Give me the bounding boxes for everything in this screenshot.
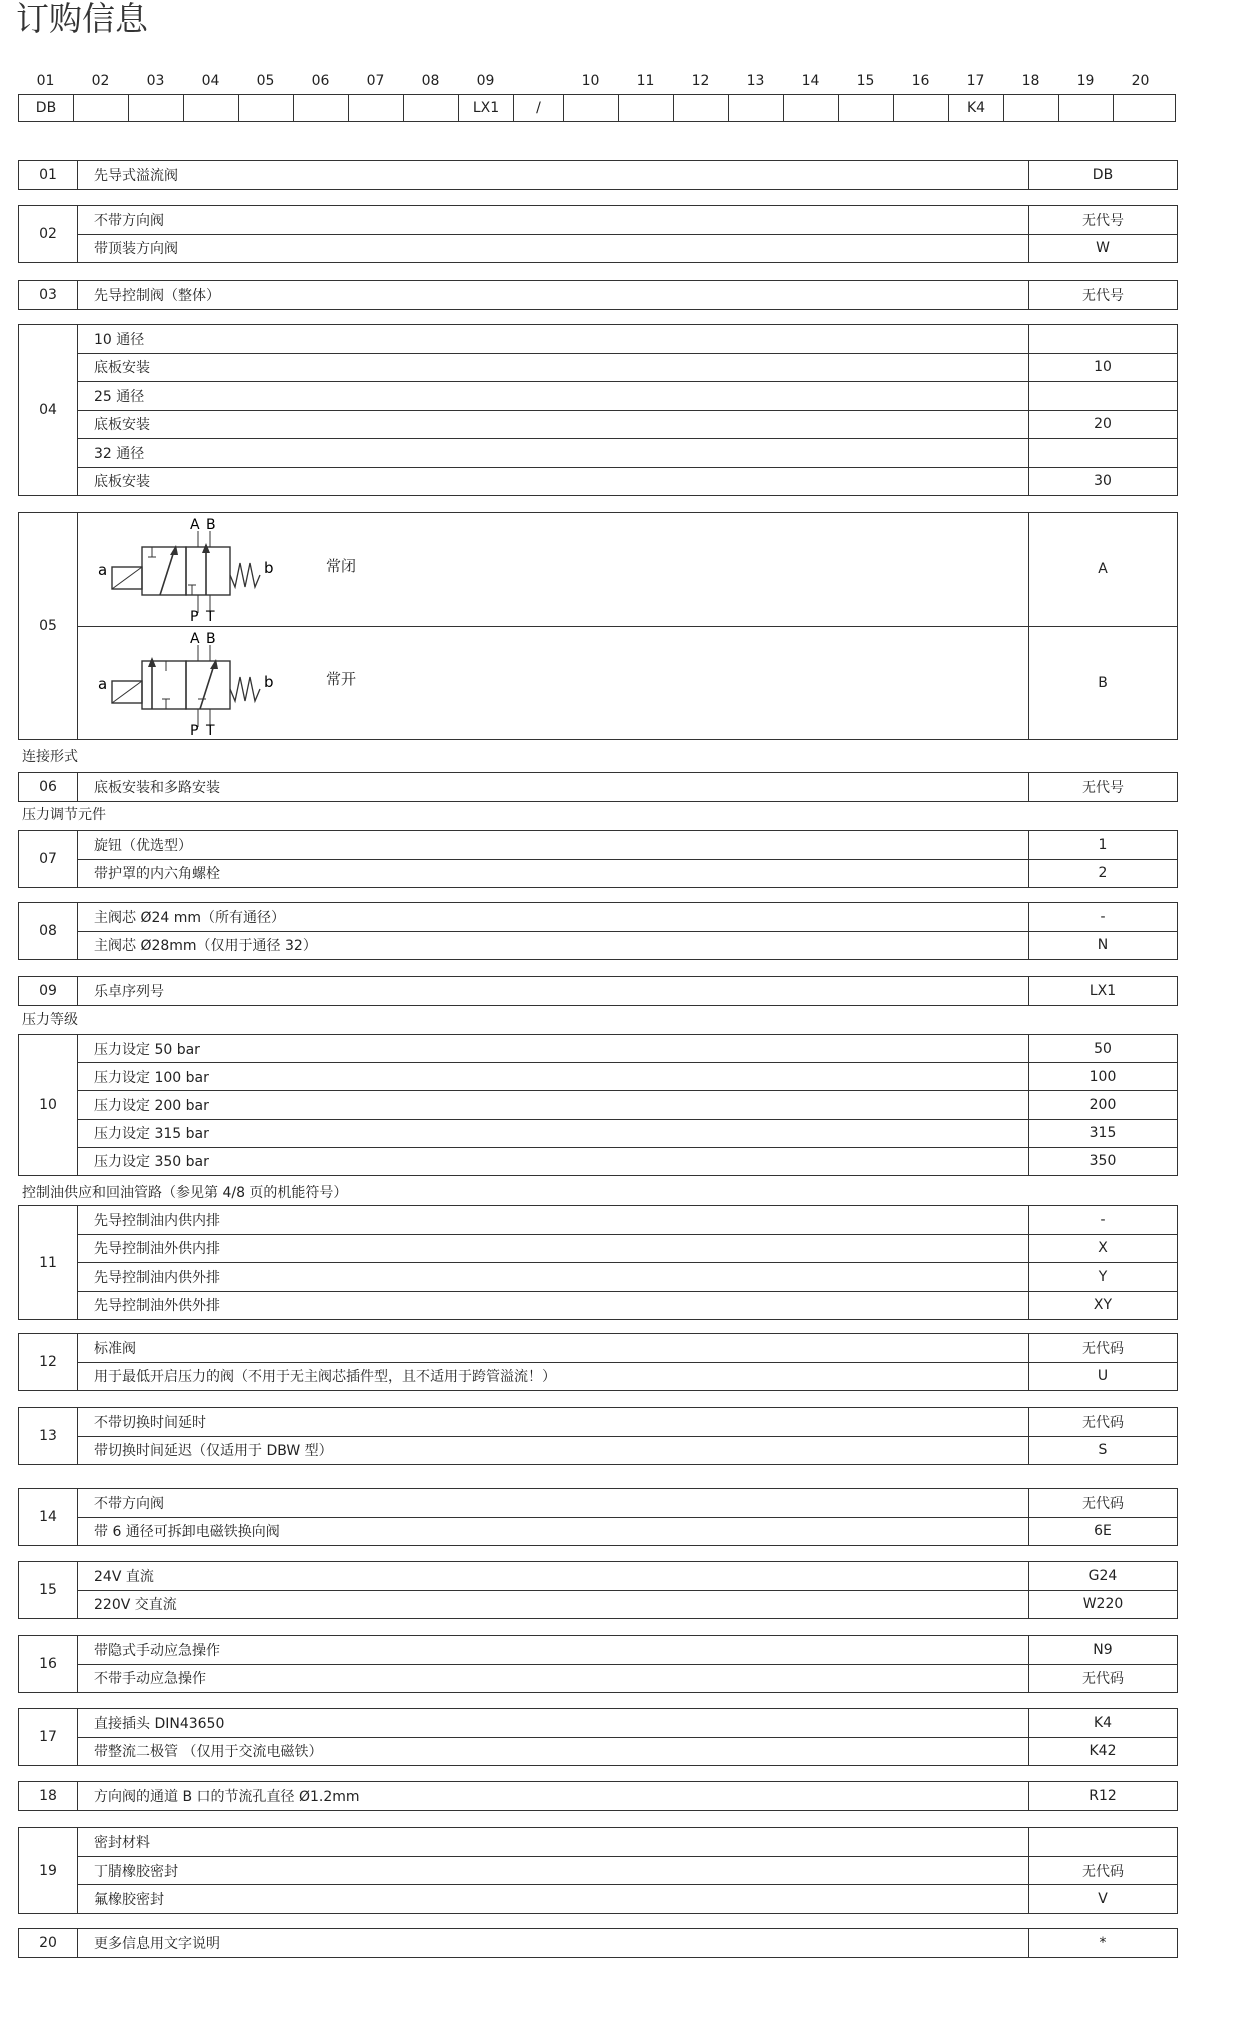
code-position-number: 15 [856, 73, 875, 89]
group-number: 10 [19, 1035, 78, 1175]
code-box: / [514, 95, 564, 121]
code-box [184, 95, 239, 121]
option-description: 25 通径 [94, 388, 145, 405]
option-row [78, 1664, 1177, 1693]
option-description: 旋钮（优选型） [94, 837, 192, 854]
option-row [78, 1828, 1177, 1856]
option-group-20 [18, 1928, 1178, 1958]
option-code: B [1028, 627, 1177, 740]
option-description: 压力设定 50 bar [94, 1041, 200, 1058]
code-position-number: 04 [201, 73, 220, 89]
option-code: G24 [1028, 1562, 1177, 1590]
option-group-17 [18, 1708, 1178, 1766]
group-number: 20 [19, 1929, 78, 1957]
option-code: N [1028, 932, 1177, 960]
option-row [78, 1408, 1177, 1436]
option-description: 带顶装方向阀 [94, 241, 178, 258]
option-code: 无代码 [1028, 1665, 1177, 1693]
option-row [78, 1362, 1177, 1391]
code-position-number: 07 [366, 73, 385, 89]
option-code: 200 [1028, 1091, 1177, 1118]
code-box [129, 95, 184, 121]
option-code: S [1028, 1437, 1177, 1465]
option-description: 带护罩的内六角螺栓 [94, 866, 220, 883]
port-a-label: a [98, 561, 108, 580]
option-description: 密封材料 [94, 1834, 150, 1851]
group-number: 18 [19, 1782, 78, 1810]
code-position-number: 03 [146, 73, 165, 89]
code-position-number: 06 [311, 73, 330, 89]
option-row [78, 1436, 1177, 1465]
group-number: 08 [19, 903, 78, 959]
group-number: 01 [19, 161, 78, 189]
code-box [239, 95, 294, 121]
option-description: 先导式溢流阀 [94, 168, 178, 184]
option-row [78, 1062, 1177, 1090]
option-description: 底板安装 [94, 417, 150, 434]
code-box [674, 95, 729, 121]
option-description: 先导控制阀（整体） [94, 288, 220, 304]
option-group-08 [18, 902, 1178, 960]
page-title: 订购信息 [16, 0, 148, 38]
valve-normally-open-icon [94, 629, 294, 737]
option-row [78, 1119, 1177, 1147]
option-code: U [1028, 1363, 1177, 1391]
group-number: 19 [19, 1828, 78, 1913]
code-position-number: 17 [966, 73, 985, 89]
code-position-number: 10 [581, 73, 600, 89]
option-row [78, 353, 1177, 382]
option-description: 更多信息用文字说明 [94, 1936, 220, 1952]
option-code: 无代号 [1028, 773, 1177, 801]
option-description: 压力设定 350 bar [94, 1154, 209, 1171]
option-code [1028, 325, 1177, 353]
option-group-16 [18, 1635, 1178, 1693]
option-row [78, 1709, 1177, 1737]
code-box [1114, 95, 1175, 121]
group-number: 03 [19, 281, 78, 309]
option-description: 压力设定 315 bar [94, 1126, 209, 1143]
group-number: 17 [19, 1709, 78, 1765]
option-description: 先导控制油外供外排 [94, 1298, 220, 1315]
option-row [78, 1291, 1177, 1320]
option-code: 无代码 [1028, 1408, 1177, 1436]
option-description: 带切换时间延迟（仅适用于 DBW 型） [94, 1443, 333, 1460]
option-row [78, 1334, 1177, 1362]
option-row [78, 903, 1177, 931]
option-code: 1 [1028, 831, 1177, 859]
group-number: 16 [19, 1636, 78, 1692]
code-position-number: 18 [1021, 73, 1040, 89]
option-code: - [1028, 903, 1177, 931]
code-box [1059, 95, 1114, 121]
option-row [78, 1856, 1177, 1885]
option-row [78, 626, 1177, 740]
valve-symbol-cell [78, 513, 1028, 626]
option-code: 无代码 [1028, 1334, 1177, 1362]
option-row [78, 438, 1177, 467]
option-row [78, 1636, 1177, 1664]
group-number: 14 [19, 1489, 78, 1545]
option-description: 先导控制油内供内排 [94, 1212, 220, 1229]
code-position-number: 12 [691, 73, 710, 89]
option-code: 10 [1028, 354, 1177, 382]
option-code: R12 [1028, 1782, 1177, 1810]
option-description: 底板安装和多路安装 [94, 780, 220, 796]
option-code: K4 [1028, 1709, 1177, 1737]
option-group-07 [18, 830, 1178, 888]
group-number: 05 [19, 513, 78, 739]
port-a-label: a [98, 674, 108, 693]
option-description: 常闭 [326, 556, 357, 575]
port-P-label: P [190, 722, 199, 737]
code-position-number: 13 [746, 73, 765, 89]
option-description: 带整流二极管 （仅用于交流电磁铁） [94, 1744, 323, 1761]
category-label-pressure-adjust: 压力调节元件 [22, 807, 106, 823]
option-group-04 [18, 324, 1178, 496]
group-number: 09 [19, 977, 78, 1005]
option-description: 标准阀 [94, 1340, 136, 1357]
code-position-numbers [18, 68, 1178, 94]
option-row [78, 1517, 1177, 1546]
option-description: 常开 [326, 670, 357, 689]
option-description: 主阀芯 Ø28mm（仅用于通径 32） [94, 938, 317, 955]
option-code: N9 [1028, 1636, 1177, 1664]
valve-normally-closed-icon [94, 515, 294, 623]
code-position-number: 01 [36, 73, 55, 89]
port-b-label: b [264, 672, 274, 691]
option-row [78, 977, 1177, 1005]
option-group-06 [18, 772, 1178, 802]
code-position-number: 20 [1131, 73, 1150, 89]
option-group-13 [18, 1407, 1178, 1465]
option-description: 方向阀的通道 B 口的节流孔直径 Ø1.2mm [94, 1789, 360, 1805]
option-description: 氟橡胶密封 [94, 1892, 164, 1909]
option-code: K42 [1028, 1738, 1177, 1766]
option-code: V [1028, 1885, 1177, 1913]
option-row [78, 1090, 1177, 1118]
code-box [784, 95, 839, 121]
code-position-number: 08 [421, 73, 440, 89]
option-group-03 [18, 280, 1178, 310]
option-code: X [1028, 1235, 1177, 1263]
option-row [78, 206, 1177, 234]
option-description: 不带切换时间延时 [94, 1414, 206, 1431]
code-position-number: 11 [636, 73, 655, 89]
option-row [78, 513, 1177, 626]
option-row [78, 1590, 1177, 1619]
option-code: XY [1028, 1292, 1177, 1320]
option-code: 20 [1028, 411, 1177, 439]
option-row [78, 1206, 1177, 1234]
option-code: * [1028, 1929, 1177, 1957]
code-position-number: 05 [256, 73, 275, 89]
option-row [78, 281, 1177, 309]
option-code: LX1 [1028, 977, 1177, 1005]
code-box [619, 95, 674, 121]
code-position-number: 14 [801, 73, 820, 89]
option-row [78, 1234, 1177, 1263]
option-group-02 [18, 205, 1178, 263]
code-box [294, 95, 349, 121]
option-code: 50 [1028, 1035, 1177, 1062]
option-group-18 [18, 1781, 1178, 1811]
option-group-19 [18, 1827, 1178, 1914]
group-number: 04 [19, 325, 78, 495]
option-row [78, 467, 1177, 496]
code-box [1004, 95, 1059, 121]
option-row [78, 931, 1177, 960]
option-code: W [1028, 235, 1177, 263]
group-number: 11 [19, 1206, 78, 1319]
option-description: 10 通径 [94, 331, 145, 348]
option-row [78, 381, 1177, 410]
category-label-pressure-level: 压力等级 [22, 1012, 78, 1028]
option-row [78, 859, 1177, 888]
port-A-label: A [190, 630, 200, 647]
order-code-boxes [18, 94, 1176, 122]
option-description: 不带方向阀 [94, 1495, 164, 1512]
option-row [78, 161, 1177, 189]
option-description: 直接插头 DIN43650 [94, 1715, 225, 1732]
group-number: 07 [19, 831, 78, 887]
option-description: 不带手动应急操作 [94, 1671, 206, 1688]
option-group-15 [18, 1561, 1178, 1619]
code-box [729, 95, 784, 121]
option-row [78, 1035, 1177, 1062]
option-code: - [1028, 1206, 1177, 1234]
option-row [78, 1489, 1177, 1517]
code-box [564, 95, 619, 121]
option-description: 先导控制油外供内排 [94, 1241, 220, 1258]
option-description: 主阀芯 Ø24 mm（所有通径） [94, 909, 286, 926]
option-row [78, 1929, 1177, 1957]
option-code: 无代号 [1028, 281, 1177, 309]
option-code [1028, 439, 1177, 467]
group-number: 12 [19, 1334, 78, 1390]
option-row [78, 773, 1177, 801]
port-P-label: P [190, 609, 199, 624]
option-row [78, 325, 1177, 353]
option-description: 带隐式手动应急操作 [94, 1642, 220, 1659]
code-box [404, 95, 459, 121]
option-group-14 [18, 1488, 1178, 1546]
option-group-09 [18, 976, 1178, 1006]
option-code: 6E [1028, 1518, 1177, 1546]
group-number: 02 [19, 206, 78, 262]
port-b-label: b [264, 559, 274, 578]
option-group-01 [18, 160, 1178, 190]
port-T-label: T [206, 722, 215, 737]
port-T-label: T [206, 609, 215, 624]
option-code [1028, 1828, 1177, 1856]
option-description: 底板安装 [94, 474, 150, 491]
option-row [78, 1147, 1177, 1175]
option-code: A [1028, 513, 1177, 626]
option-code: Y [1028, 1263, 1177, 1291]
group-number: 06 [19, 773, 78, 801]
option-code: 315 [1028, 1120, 1177, 1147]
option-description: 先导控制油内供外排 [94, 1269, 220, 1286]
option-description: 32 通径 [94, 445, 145, 462]
code-box: K4 [949, 95, 1004, 121]
option-description: 底板安装 [94, 360, 150, 377]
option-group-10 [18, 1034, 1178, 1176]
category-label-pilot-supply: 控制油供应和回油管路（参见第 4/8 页的机能符号） [22, 1185, 348, 1201]
code-box [349, 95, 404, 121]
option-row [78, 234, 1177, 263]
option-code: DB [1028, 161, 1177, 189]
category-label-connection: 连接形式 [22, 749, 78, 765]
option-group-05 [18, 512, 1178, 740]
option-description: 压力设定 200 bar [94, 1098, 209, 1114]
option-description: 丁腈橡胶密封 [94, 1863, 178, 1880]
option-code: 30 [1028, 468, 1177, 496]
code-box [74, 95, 129, 121]
option-row [78, 831, 1177, 859]
option-code: 无代码 [1028, 1489, 1177, 1517]
code-position-number: 19 [1076, 73, 1095, 89]
code-box: DB [19, 95, 74, 121]
option-row [78, 410, 1177, 439]
option-row [78, 1884, 1177, 1913]
code-box: LX1 [459, 95, 514, 121]
code-position-number: 16 [911, 73, 930, 89]
option-description: 乐卓序列号 [94, 984, 164, 1000]
option-group-11 [18, 1205, 1178, 1320]
option-description: 用于最低开启压力的阀（不用于无主阀芯插件型，且不适用于跨管溢流！） [94, 1369, 556, 1386]
valve-symbol-cell [78, 627, 1028, 740]
code-position-number: 09 [476, 73, 495, 89]
port-B-label: B [206, 630, 216, 647]
code-position-number [513, 68, 563, 94]
option-description: 不带方向阀 [94, 212, 164, 229]
option-code: 100 [1028, 1063, 1177, 1090]
group-number: 15 [19, 1562, 78, 1618]
option-row [78, 1737, 1177, 1766]
code-position-number: 02 [91, 73, 110, 89]
option-code: W220 [1028, 1591, 1177, 1619]
option-description: 带 6 通径可拆卸电磁铁换向阀 [94, 1524, 280, 1541]
option-group-12 [18, 1333, 1178, 1391]
option-code: 无代号 [1028, 206, 1177, 234]
port-A-label: A [190, 517, 200, 534]
option-row [78, 1782, 1177, 1810]
option-row [78, 1262, 1177, 1291]
option-description: 220V 交直流 [94, 1597, 177, 1614]
option-description: 压力设定 100 bar [94, 1069, 209, 1086]
option-row [78, 1562, 1177, 1590]
code-box [894, 95, 949, 121]
group-number: 13 [19, 1408, 78, 1464]
port-B-label: B [206, 517, 216, 534]
option-code: 350 [1028, 1148, 1177, 1175]
option-code: 2 [1028, 860, 1177, 888]
option-code: 无代码 [1028, 1857, 1177, 1885]
option-code [1028, 382, 1177, 410]
option-description: 24V 直流 [94, 1568, 154, 1585]
code-box [839, 95, 894, 121]
